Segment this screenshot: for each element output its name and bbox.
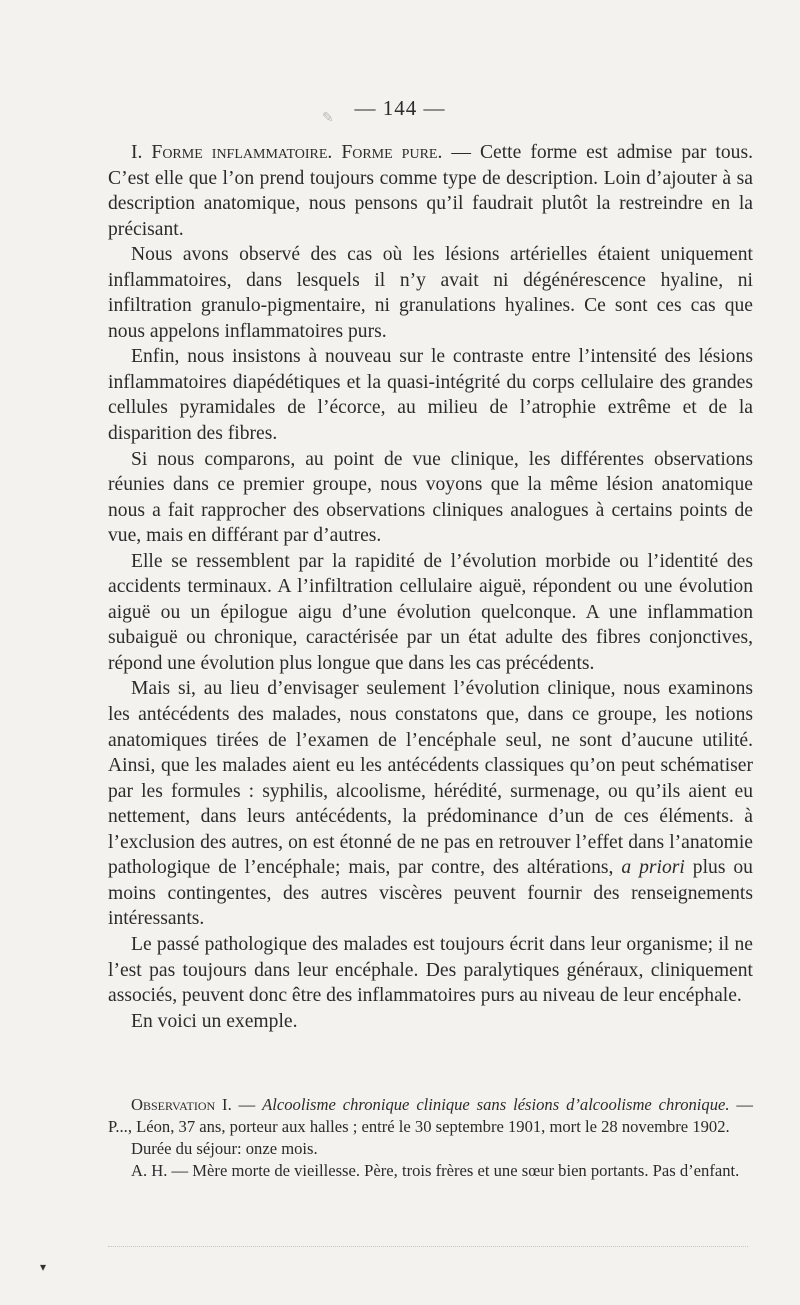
paper-smudge: ✎ — [322, 111, 334, 126]
paragraph: Elle se ressemblent par la rapidité de l’évolution morbide ou l’identité des accidents terminaux. A l’infiltration cellulaire aiguë, répondent ou une évolution aiguë ou un épilogue aigu d’une évolution quelconque. A une inflammation subaiguë ou chronique, caractérisée par un état adulte des fibres conjonctives, répond une évolution plus longue que dans les cas précédents. — [108, 550, 753, 674]
paragraph: Le passé pathologique des malades est toujours écrit dans leur organisme; il ne l’est pas toujours dans leur encéphale. Des paralytiques généraux, cliniquement associés, peuvent donc être des inflammatoires purs au niveau de leur encéphale. — [108, 933, 753, 1007]
observation-heading — [108, 1094, 753, 1138]
paragraph-text: Mais si, au lieu d’envisager seulement l’évolution clinique, nous examinons les antécédents des malades, nous constatons que, dans ce groupe, les notions anatomiques tirées de l’examen de l’encéphale seul, ne sont d’aucune utilité. Ainsi, que les malades aient eu les antécédents classiques qu’on peut schématiser par les formules : syphilis, alcoolisme, hérédité, surmenage, ou qu’ils aient eu nettement, dans leurs antécédents, la prédominance d’un de ces éléments. à l’exclusion des autres, on est étonné de ne pas en retrouver l’effet dans l’anatomie pathologique de l’encéphale; mais, par contre, des altérations, — [108, 678, 753, 879]
paragraph: Si nous comparons, au point de vue clinique, les différentes observations réunies dans ce premier groupe, nous voyons que la même lésion anatomique nous a fait rapprocher des observations cliniques analogues à certains points de vue, mais en différant par d’autres. — [108, 448, 753, 547]
paragraph: En voici un exemple. — [131, 1010, 298, 1032]
observation-duree: Durée du séjour: onze mois. — [131, 1139, 318, 1158]
observation-dash: — — [231, 1095, 263, 1114]
paragraph-text: plus ou moins contingentes, des autres viscères peuvent fournir des renseignements intéressants. — [108, 857, 753, 930]
observation-label: Observation I. — [131, 1095, 232, 1114]
paragraph: Nous avons observé des cas où les lésions artérielles étaient uniquement inflammatoires, dans lesquels il n’y avait ni dégénérescence hyaline, ni infiltration granulo-pigmentaire, ni granulations hyalines. Ce sont ces cas que nous appelons inflammatoires purs. — [108, 244, 753, 342]
margin-mark: ▾ — [40, 1260, 47, 1274]
paragraph-antecedents — [108, 676, 753, 931]
section-heading: I. Forme inflammatoire. Forme pure. — [131, 142, 443, 163]
observation-block — [108, 1094, 753, 1182]
section-intro-text: — Cette forme est admise par tous. C’est elle que l’on prend toujours comme type de description. Loin d’ajouter à sa description anatomique, nous pensons qu’il faudrait plutôt la restreindre en la précisant. — [108, 142, 753, 240]
italic-term: a priori — [621, 857, 685, 879]
section-intro-paragraph — [108, 140, 753, 242]
observation-details: — P..., Léon, 37 ans, porteur aux halles ; entré le 30 septembre 1901, mort le 28 novembre 1902. — [108, 1095, 753, 1136]
paragraph: Enfin, nous insistons à nouveau sur le contraste entre l’intensité des lésions inflammatoires diapédétiques et la quasi-intégrité du corps cellulaire des grandes cellules pyramidales de l’écorce, au milieu de l’atrophie extrême et de la disparition des fibres. — [108, 346, 753, 445]
observation-antecedents: A. H. — Mère morte de vieillesse. Père, trois frères et une sœur bien portants. Pas d’enfant. — [131, 1161, 740, 1180]
page-number: — 144 — — [354, 96, 446, 120]
observation-title: Alcoolisme chronique clinique sans lésions d’alcoolisme chronique. — [262, 1095, 730, 1114]
main-text — [108, 140, 753, 1034]
page-bottom-rule — [108, 1246, 748, 1247]
